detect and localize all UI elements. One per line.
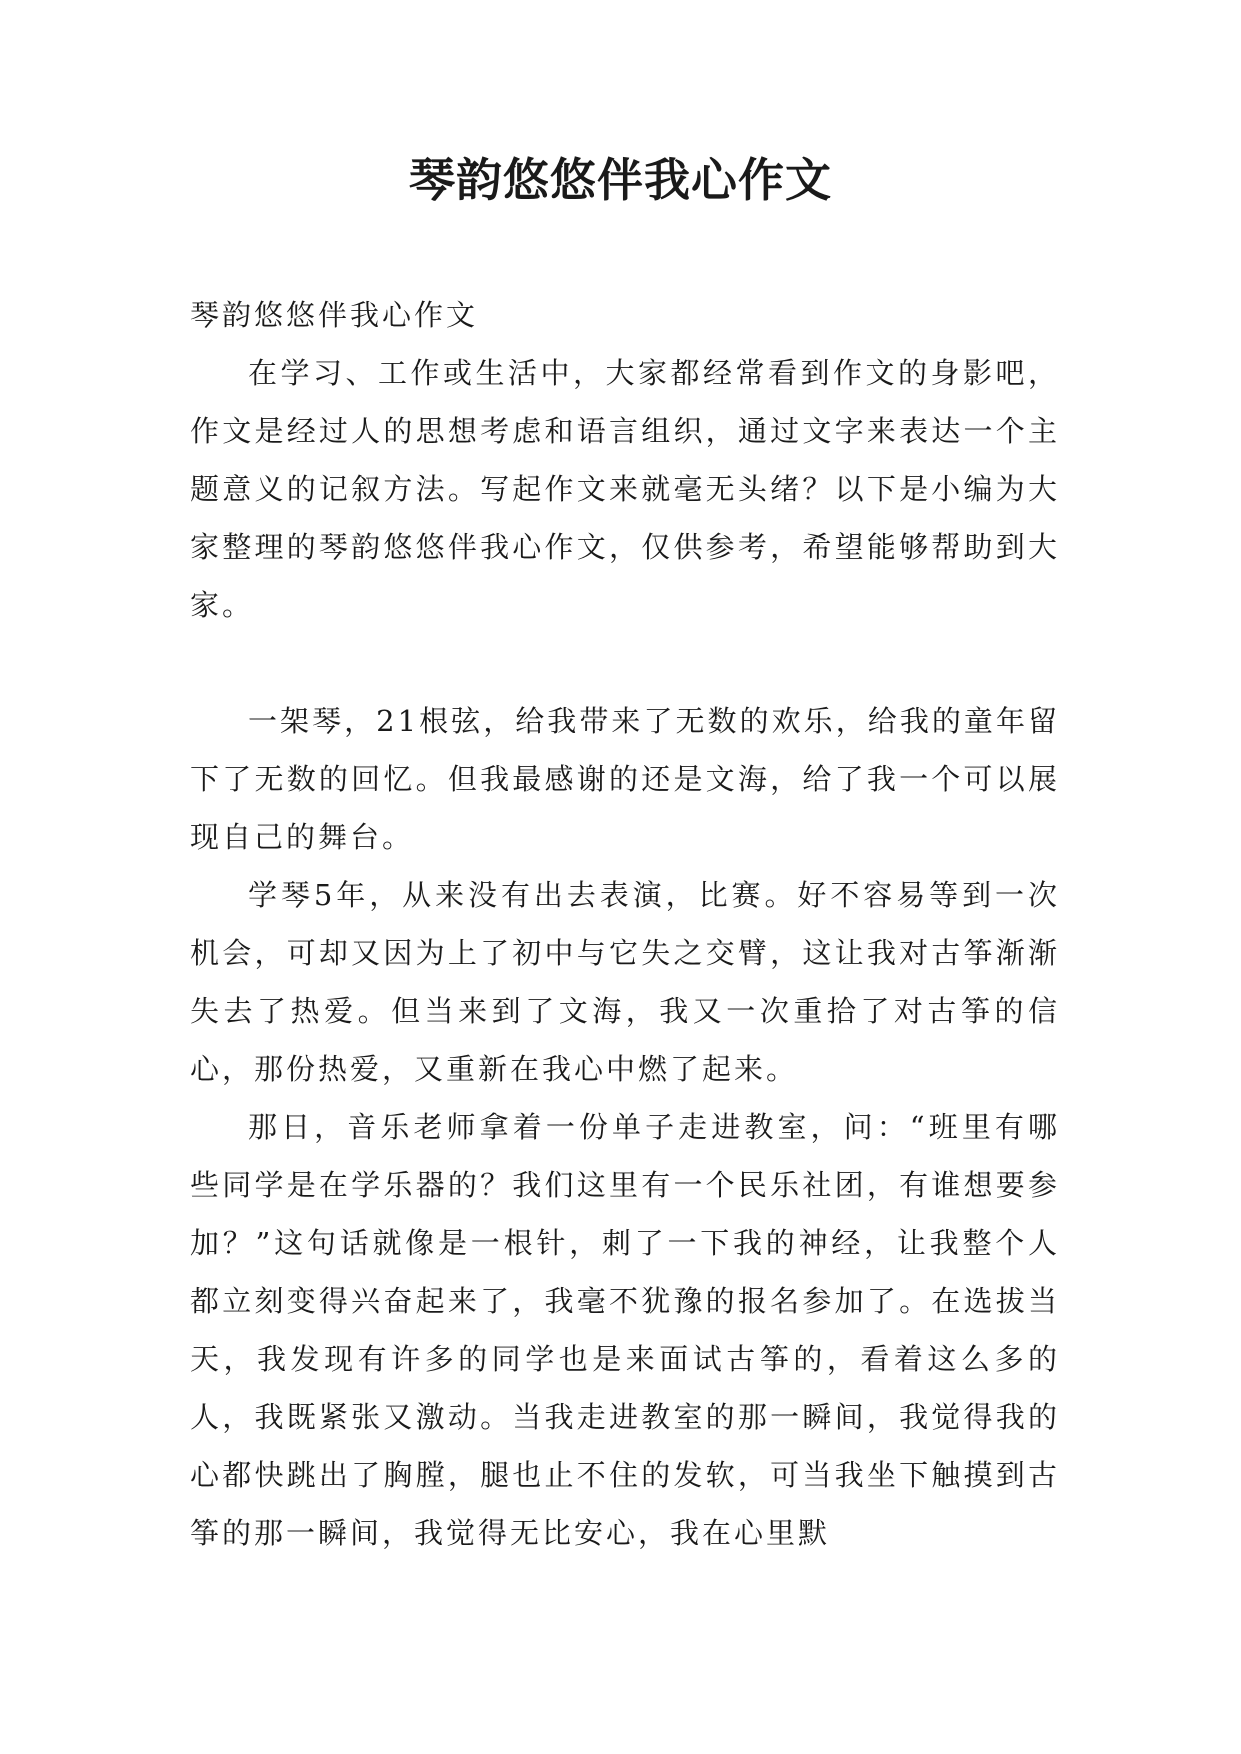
body-paragraph: 那日，音乐老师拿着一份单子走进教室，问：“班里有哪些同学是在学乐器的？我们这里有一个民乐社团，有谁想要参加？”这句话就像是一根针，刺了一下我的神经，让我整个人都立刻变得兴奋起来了，我毫不犹豫的报名参加了。在选拔当天，我发现有许多的同学也是来面试古筝的，看着这么多的人，我既紧张又激动。当我走进教室的那一瞬间，我觉得我的心都快跳出了胸膛，腿也止不住的发软，可当我坐下触摸到古筝的那一瞬间，我觉得无比安心，我在心里默 [190,1110,1060,1550]
body-paragraph: 学琴5年，从来没有出去表演，比赛。好不容易等到一次机会，可却又因为上了初中与它失之交臂，这让我对古筝渐渐失去了热爱。但当来到了文海，我又一次重拾了对古筝的信心，那份热爱，又重新在我心中燃了起来。 [190,878,1060,1086]
intro-paragraph: 在学习、工作或生活中，大家都经常看到作文的身影吧，作文是经过人的思想考虑和语言组织，通过文字来表达一个主题意义的记叙方法。写起作文来就毫无头绪？以下是小编为大家整理的琴韵悠悠伴我心作文，仅供参考，希望能够帮助到大家。 [190,356,1060,622]
document-title: 琴韵悠悠伴我心作文 [409,153,832,207]
paragraph-spacer [190,634,1060,692]
document-body [190,286,1060,1562]
document-subtitle: 琴韵悠悠伴我心作文 [190,298,479,332]
body-paragraph: 一架琴，21根弦，给我带来了无数的欢乐，给我的童年留下了无数的回忆。但我最感谢的还是文海，给了我一个可以展现自己的舞台。 [190,704,1060,854]
